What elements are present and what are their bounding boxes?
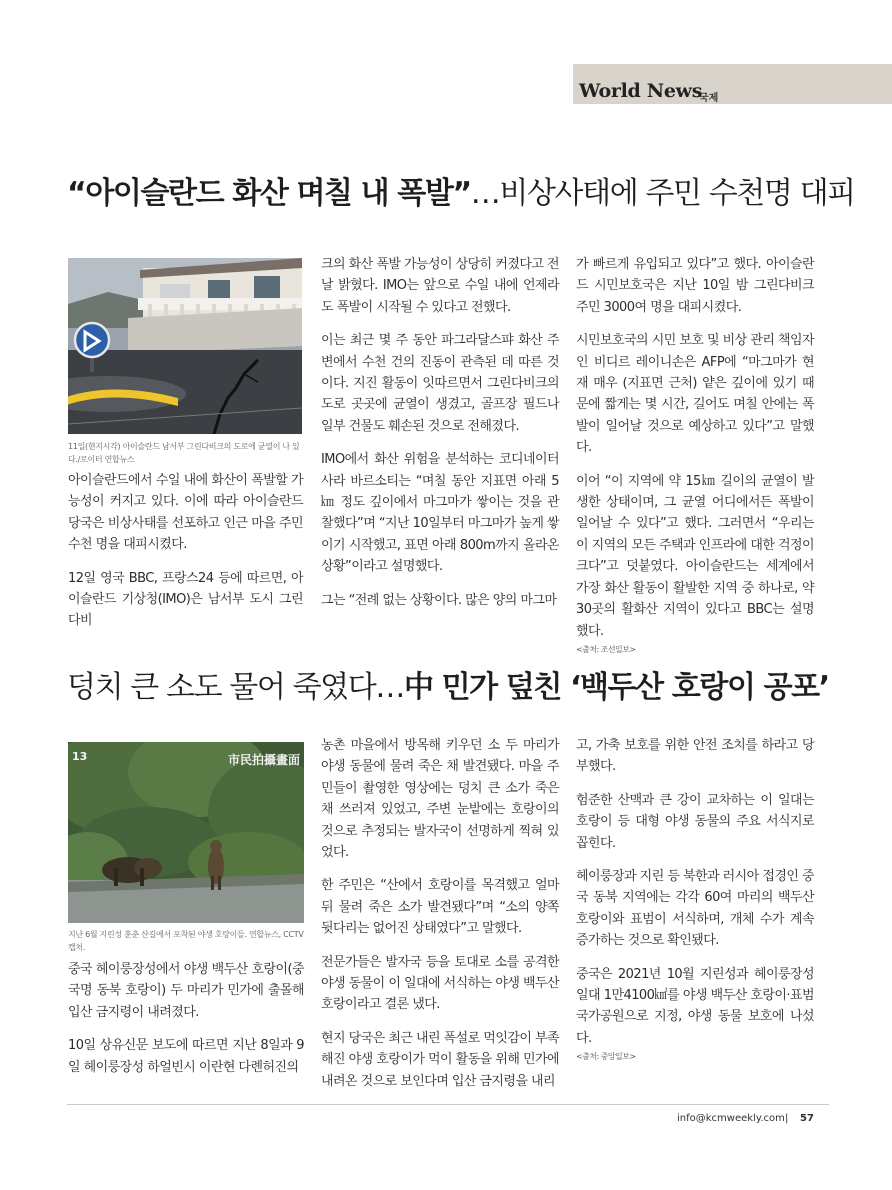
page-number: 57: [800, 1113, 814, 1124]
article1-headline-bold: “아이슬란드 화산 며칠 내 폭발”: [67, 176, 471, 211]
footer-rule: [67, 1104, 829, 1105]
paragraph: 고, 가축 보호를 위한 안전 조치를 하라고 당부했다.: [576, 738, 814, 775]
paragraph: 크의 화산 폭발 가능성이 상당히 커졌다고 전날 밝혔다. IMO는 앞으로 수일 내에 언제라도 폭발이 시작될 수 있다고 전했다.: [321, 257, 559, 315]
article2-photo: [68, 742, 304, 923]
article1-column-2: [321, 254, 559, 623]
paragraph: 현지 당국은 최근 내린 폭설로 먹잇감이 부족해진 야생 호랑이가 먹이 활동을 위해 민가에 내려온 것으로 보인다며 입산 금지령을 내리: [321, 1030, 559, 1089]
paragraph: 아이슬란드에서 수일 내에 화산이 폭발할 가능성이 커지고 있다. 이에 따라 아이슬란드 당국은 비상사태를 선포하고 인근 마을 주민 수천 명을 대피시켰다.: [68, 473, 303, 553]
paragraph: 헤이룽장과 지린 등 북한과 러시아 접경인 중국 동북 지역에는 각각 60여 마리의 백두산 호랑이와 표범이 서식하며, 개체 수가 계속 증가하는 것으로 확인됐다.: [576, 869, 814, 949]
section-title-ko: 국제: [699, 93, 719, 104]
paragraph: 중국은 2021년 10월 지린성과 헤이룽장성 일대 1만4100㎢를 야생 백두산 호랑이·표범 국가공원으로 지정, 야생 동물 보호에 나섰다.: [576, 966, 814, 1046]
footer-separator: |: [785, 1113, 789, 1124]
tiger-cctv-image: [68, 742, 304, 923]
paragraph: 10일 상유신문 보도에 따르면 지난 8일과 9일 헤이룽장성 하얼빈시 이란현 다롄허진의: [68, 1038, 304, 1075]
article1-column-3: [576, 254, 814, 656]
paragraph: 시민보호국의 시민 보호 및 비상 관리 책임자인 비디르 레이니손은 AFP에 “마그마가 현재 매우 (지표면 근처) 얕은 깊이에 있기 때문에 짧게는 몇 시간, 길어도 며칠 안에는 폭발이 일어날 것으로 예상하고 있다”고 말했다.: [576, 333, 814, 456]
section-title-en: World News: [579, 80, 703, 102]
photo-stamp-right: 市民拍攝畫面: [227, 753, 300, 767]
article2-column-3: [576, 735, 814, 1063]
article2-column-1: [68, 959, 304, 1090]
paragraph: 한 주민은 “산에서 호랑이를 목격했고 얼마 뒤 물려 죽은 소가 발견됐다”며 “소의 양쪽 뒷다리는 없어진 상태였다”고 말했다.: [321, 878, 559, 937]
article1-column-1: [68, 470, 303, 644]
article1-source: <출처: 조선일보>: [576, 644, 636, 654]
paragraph: 험준한 산맥과 큰 강이 교차하는 이 일대는 호랑이 등 대형 야생 동물의 주요 서식지로 꼽힌다.: [576, 792, 814, 851]
article2-column-2: [321, 735, 559, 1104]
paragraph: 이는 최근 몇 주 동안 파그라달스퍄 화산 주변에서 수천 건의 진동이 관측된 데 따른 것이다. 지진 활동이 잇따르면서 그린다비크의 도로 곳곳에 균열이 생겼고, 골프장 필드나 일부 건물도 훼손된 것으로 전해졌다.: [321, 333, 559, 434]
article2-headline-bold: 中 민가 덮친 ‘백두산 호랑이 공포’: [403, 670, 829, 705]
article1-photo-caption: 11일(현지시각) 아이슬란드 남서부 그린다비크의 도로에 균열이 나 있다./로이터 연합뉴스: [68, 442, 300, 464]
paragraph: 전문가들은 발자국 등을 토대로 소를 공격한 야생 동물이 이 일대에 서식하는 야생 백두산 호랑이라고 결론 냈다.: [321, 954, 559, 1013]
article2-headline: [67, 662, 829, 706]
article2-headline-light: 덩치 큰 소도 물어 죽였다…: [67, 670, 404, 705]
section-tab: [573, 64, 892, 104]
paragraph: 그는 “전례 없는 상황이다. 많은 양의 마그마: [321, 592, 557, 608]
paragraph: 12일 영국 BBC, 프랑스24 등에 따르면, 아이슬란드 기상청(IMO)은 남서부 도시 그린다비: [68, 570, 303, 629]
article1-headline: [67, 168, 855, 212]
paragraph: 농촌 마을에서 방목해 키우던 소 두 마리가 야생 동물에 물려 죽은 채 발견됐다. 마을 주민들이 촬영한 영상에는 덩치 큰 소가 죽은 채 쓰러져 있었고, 주변 눈밭에는 호랑이의 것으로 추정되는 발자국이 선명하게 찍혀 있었다.: [321, 738, 559, 861]
article2-source: <출처: 중앙일보>: [576, 1052, 636, 1062]
paragraph: 이어 “이 지역에 약 15㎞ 길이의 균열이 발생한 상태이며, 그 균열 어디에서든 폭발이 일어날 수 있다”고 했다. 그러면서 “우리는 이 지역의 모든 주택과 인프라에 대한 걱정이 크다”고 덧붙였다. 아이슬란드는 세계에서 가장 화산 활동이 활발한 지역 중 하나로, 약 30곳의 활화산 지역이 있다고 BBC는 설명했다.: [576, 473, 814, 639]
paragraph: 중국 헤이룽장성에서 야생 백두산 호랑이(중국명 동북 호랑이) 두 마리가 민가에 출몰해 입산 금지령이 내려졌다.: [68, 962, 304, 1020]
volcano-road-crack-image: [68, 258, 302, 434]
article2-photo-caption: 지난 6월 지린성 훈춘 산길에서 포착된 야생 호랑이들. 연합뉴스, CCTV 캡처.: [68, 930, 304, 952]
photo-stamp-left: 13: [72, 750, 88, 763]
paragraph: 가 빠르게 유입되고 있다”고 했다. 아이슬란드 시민보호국은 지난 10일 밤 그린다비크 주민 3000여 명을 대피시켰다.: [576, 257, 814, 315]
article1-photo: [68, 258, 302, 434]
paragraph: IMO에서 화산 위험을 분석하는 코디네이터 사라 바르소티는 “며칠 동안 지표면 아래 5㎞ 정도 깊이에서 마그마가 쌓이는 것을 관찰했다”며 “지난 10일부터 마그마가 높게 쌓이기 시작했고, 표면 아래 800m까지 올라온 상황”이라고 설명했다.: [321, 452, 559, 575]
article1-headline-light: …비상사태에 주민 수천명 대피: [470, 176, 855, 211]
footer-email[interactable]: info@kcmweekly.com: [677, 1113, 785, 1124]
